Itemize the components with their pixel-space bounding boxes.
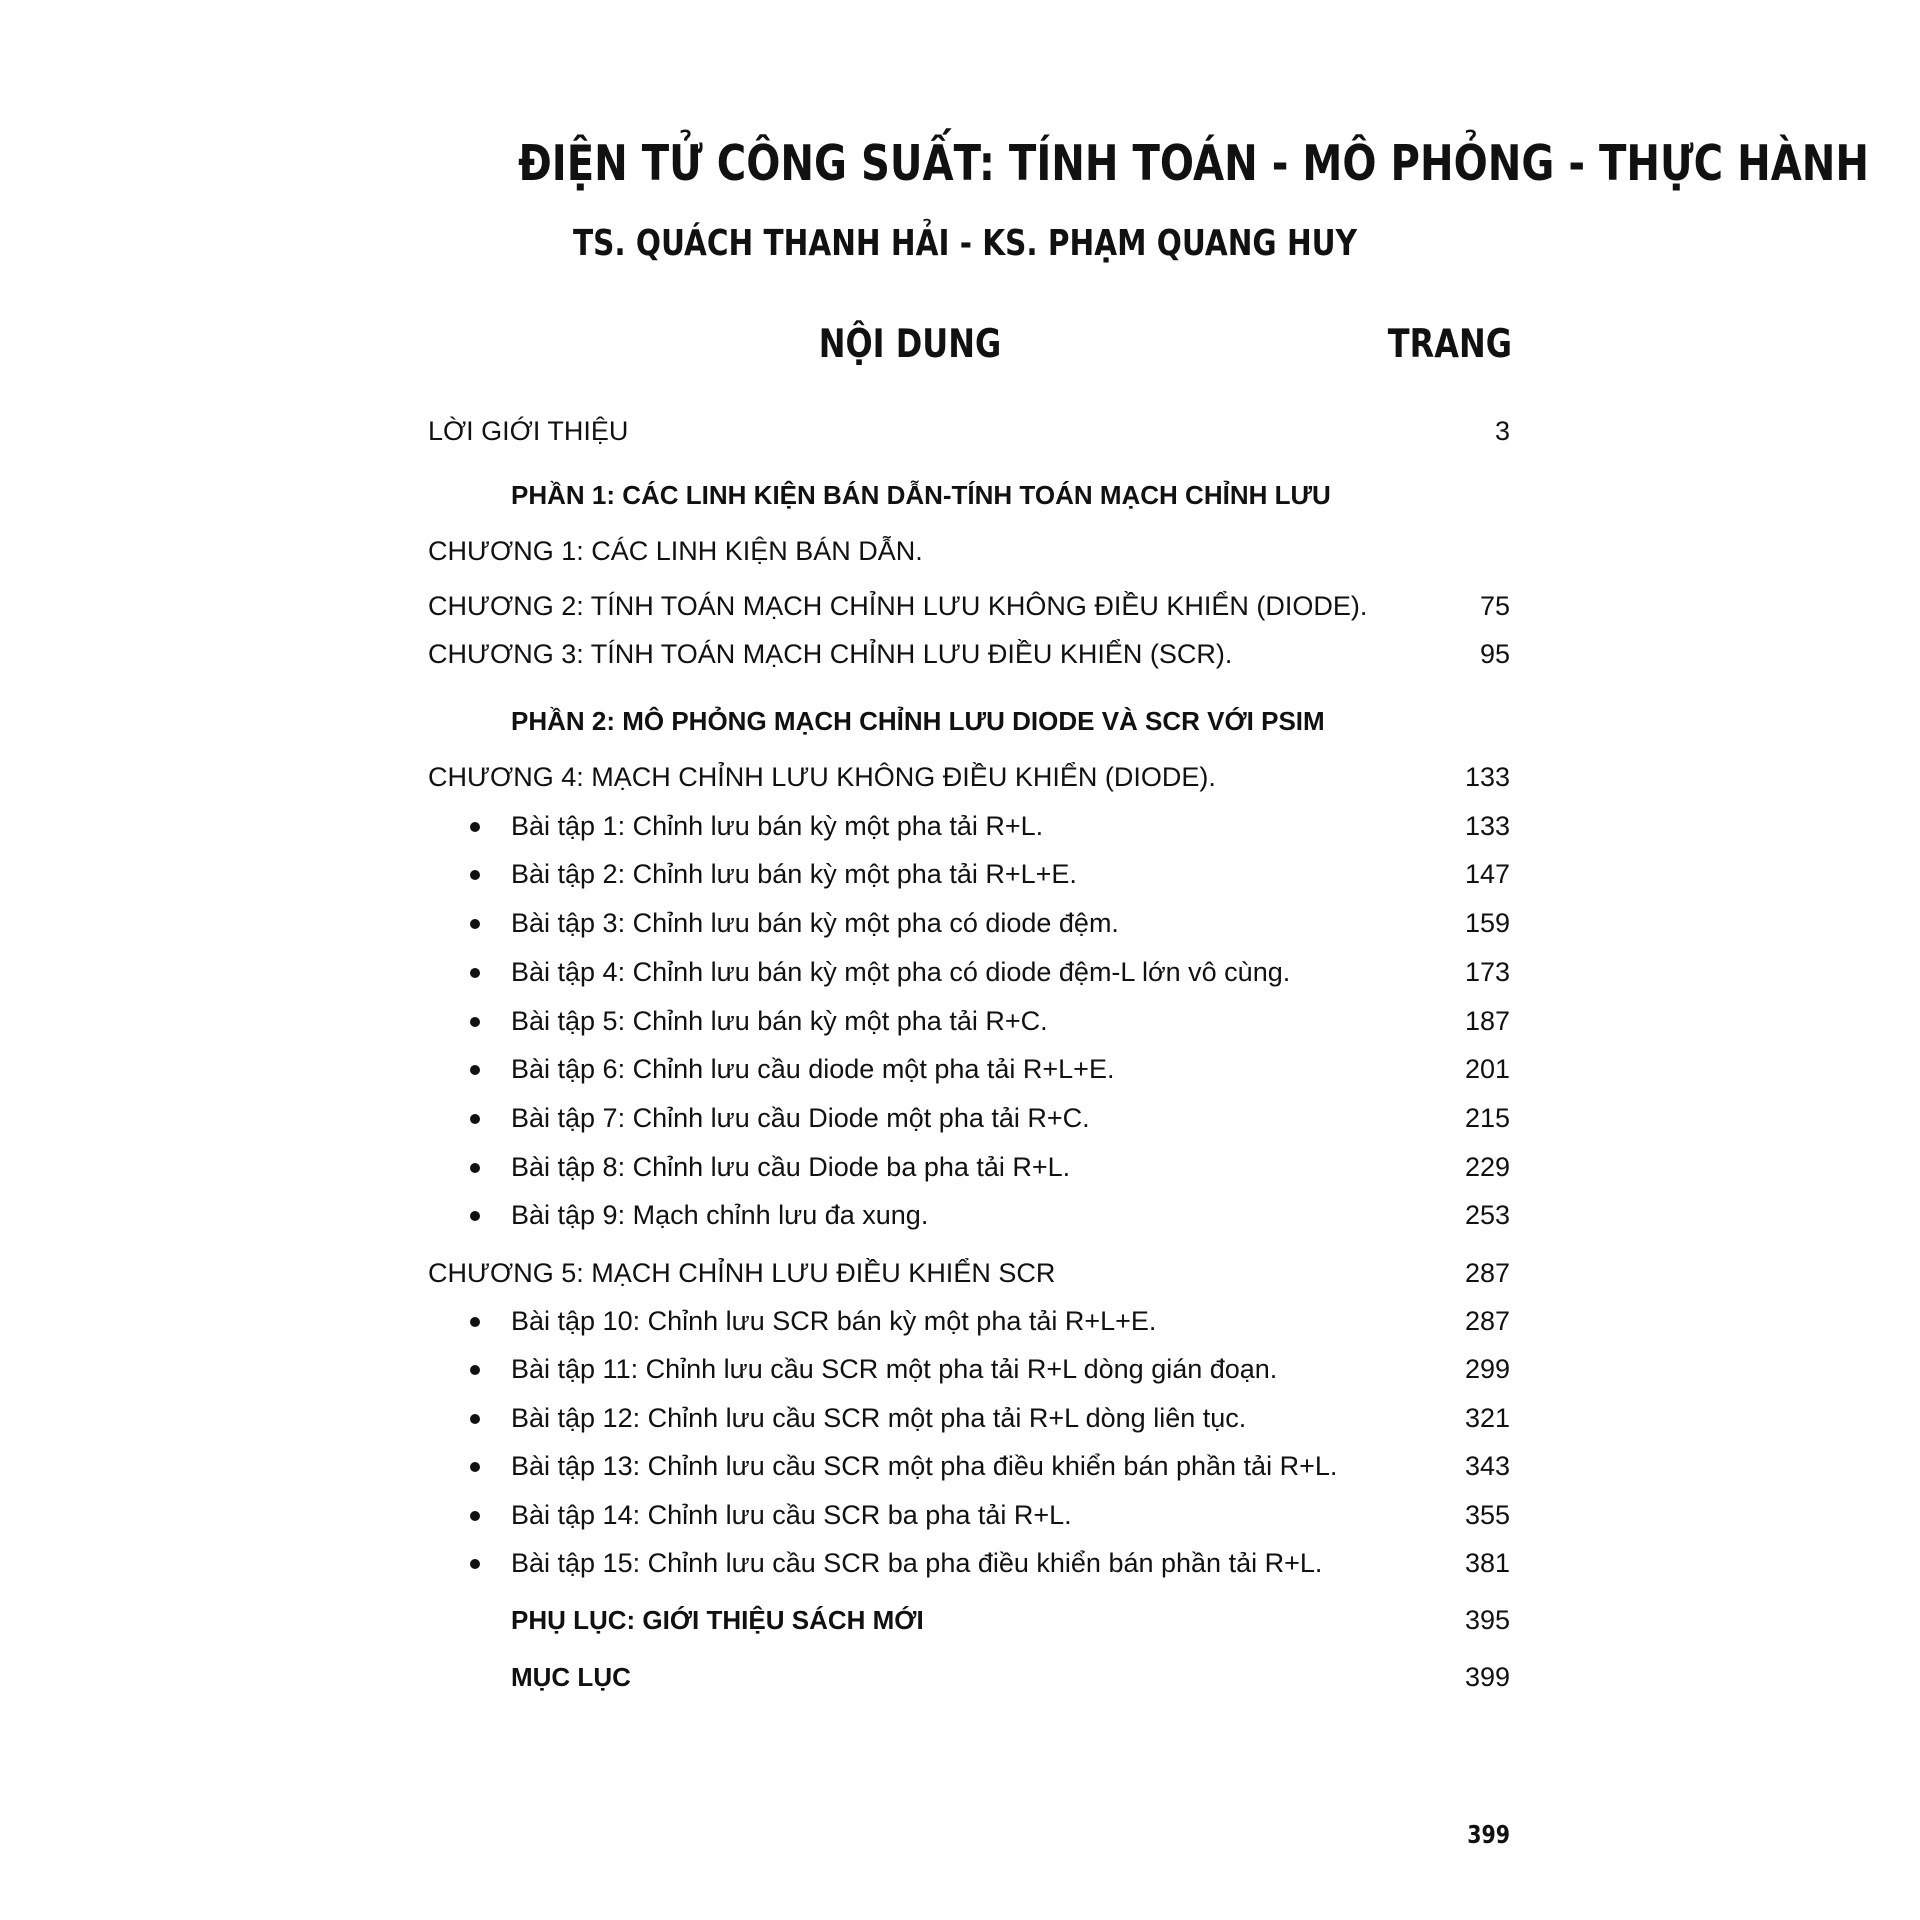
toc-entry-text: CHƯƠNG 1: CÁC LINH KIỆN BÁN DẪN. — [428, 536, 923, 566]
toc-exercise-item — [0, 902, 1920, 944]
toc-chapter-item — [0, 756, 1920, 798]
toc-entry-page: 395 — [1464, 1605, 1510, 1635]
toc-entry-page: 3 — [1494, 416, 1510, 446]
toc-entry-page: 133 — [1464, 811, 1510, 841]
toc-entry-text: Bài tập 9: Mạch chỉnh lưu đa xung. — [511, 1200, 929, 1230]
bullet-icon — [470, 870, 480, 880]
toc-entry-text: Bài tập 7: Chỉnh lưu cầu Diode một pha tải R+C. — [511, 1103, 1090, 1133]
toc-entry-text: Bài tập 15: Chỉnh lưu cầu SCR ba pha điều khiển bán phần tải R+L. — [511, 1548, 1323, 1578]
toc-entry-page: 187 — [1464, 1006, 1510, 1036]
toc-entry-text: Bài tập 11: Chỉnh lưu cầu SCR một pha tải R+L dòng gián đoạn. — [511, 1354, 1278, 1384]
bullet-icon — [470, 1017, 480, 1027]
bullet-icon — [470, 1559, 480, 1569]
toc-chapter-item — [0, 410, 1920, 452]
toc-exercise-item — [0, 1542, 1920, 1584]
toc-entry-text: MỤC LỤC — [511, 1662, 631, 1692]
toc-entry-text: Bài tập 8: Chỉnh lưu cầu Diode ba pha tải R+L. — [511, 1152, 1071, 1182]
toc-entry-page: 215 — [1464, 1103, 1510, 1133]
toc-entry-text: Bài tập 2: Chỉnh lưu bán kỳ một pha tải R+L+E. — [511, 859, 1077, 889]
toc-entry-page: 287 — [1464, 1258, 1510, 1288]
toc-entry-text: Bài tập 4: Chỉnh lưu bán kỳ một pha có diode đệm-L lớn vô cùng. — [511, 957, 1291, 987]
toc-exercise-item — [0, 1000, 1920, 1042]
toc-entry-text: CHƯƠNG 4: MẠCH CHỈNH LƯU KHÔNG ĐIỀU KHIỂN (DIODE). — [428, 762, 1216, 792]
toc-entry-text: CHƯƠNG 5: MẠCH CHỈNH LƯU ĐIỀU KHIỂN SCR — [428, 1258, 1056, 1288]
toc-entry-page: 201 — [1464, 1054, 1510, 1084]
toc-entry-text: Bài tập 12: Chỉnh lưu cầu SCR một pha tải R+L dòng liên tục. — [511, 1403, 1247, 1433]
toc-entry-text: Bài tập 3: Chỉnh lưu bán kỳ một pha có diode đệm. — [511, 908, 1119, 938]
toc-entry-page: 75 — [1479, 591, 1510, 621]
toc-section-heading — [0, 700, 1920, 742]
bullet-icon — [470, 1163, 480, 1173]
toc-exercise-item — [0, 1146, 1920, 1188]
toc-entry-text: Bài tập 6: Chỉnh lưu cầu diode một pha tải R+L+E. — [511, 1054, 1115, 1084]
toc-exercise-item — [0, 1048, 1920, 1090]
toc-chapter-item — [0, 530, 1920, 572]
toc-entry-page: 321 — [1464, 1403, 1510, 1433]
bullet-icon — [470, 919, 480, 929]
toc-entry-text: PHẦN 1: CÁC LINH KIỆN BÁN DẪN-TÍNH TOÁN MẠCH CHỈNH LƯU — [511, 480, 1331, 510]
toc-entry-text: Bài tập 14: Chỉnh lưu cầu SCR ba pha tải R+L. — [511, 1500, 1072, 1530]
toc-entry-text: Bài tập 13: Chỉnh lưu cầu SCR một pha điều khiển bán phần tải R+L. — [511, 1451, 1338, 1481]
toc-entry-page: 147 — [1464, 859, 1510, 889]
toc-exercise-item — [0, 1348, 1920, 1390]
toc-entry-page: 343 — [1464, 1451, 1510, 1481]
toc-entry-page: 173 — [1464, 957, 1510, 987]
toc-exercise-item — [0, 853, 1920, 895]
bullet-icon — [470, 1462, 480, 1472]
toc-chapter-item — [0, 1252, 1920, 1294]
toc-exercise-item — [0, 1397, 1920, 1439]
toc-entry-page: 287 — [1464, 1306, 1510, 1336]
bullet-icon — [470, 1511, 480, 1521]
authors-line: TS. QUÁCH THANH HẢI - KS. PHẠM QUANG HUY — [573, 223, 1357, 264]
toc-exercise-item — [0, 1445, 1920, 1487]
bullet-icon — [470, 1211, 480, 1221]
bullet-icon — [470, 1317, 480, 1327]
page-number: 399 — [1467, 1820, 1510, 1849]
toc-entry-page: 381 — [1464, 1548, 1510, 1578]
toc-entry-text: Bài tập 10: Chỉnh lưu SCR bán kỳ một pha tải R+L+E. — [511, 1306, 1157, 1336]
bullet-icon — [470, 822, 480, 832]
toc-section-heading — [0, 474, 1920, 516]
toc-entry-page: 133 — [1464, 762, 1510, 792]
bullet-icon — [470, 968, 480, 978]
toc-entry-page: 355 — [1464, 1500, 1510, 1530]
toc-exercise-item — [0, 1194, 1920, 1236]
toc-exercise-item — [0, 1300, 1920, 1342]
toc-entry-text: Bài tập 1: Chỉnh lưu bán kỳ một pha tải R+L. — [511, 811, 1044, 841]
toc-section-heading — [0, 1599, 1920, 1641]
toc-entry-text: PHỤ LỤC: GIỚI THIỆU SÁCH MỚI — [511, 1605, 924, 1635]
toc-entry-page: 229 — [1464, 1152, 1510, 1182]
toc-exercise-item — [0, 1097, 1920, 1139]
toc-chapter-item — [0, 633, 1920, 675]
toc-entry-page: 159 — [1464, 908, 1510, 938]
contents-heading: NỘI DUNG — [818, 322, 1002, 367]
bullet-icon — [470, 1365, 480, 1375]
toc-entry-text: CHƯƠNG 2: TÍNH TOÁN MẠCH CHỈNH LƯU KHÔNG ĐIỀU KHIỂN (DIODE). — [428, 591, 1368, 621]
bullet-icon — [470, 1114, 480, 1124]
toc-entry-page: 399 — [1464, 1662, 1510, 1692]
toc-chapter-item — [0, 585, 1920, 627]
toc-entry-text: CHƯƠNG 3: TÍNH TOÁN MẠCH CHỈNH LƯU ĐIỀU KHIỂN (SCR). — [428, 639, 1233, 669]
toc-entry-text: PHẦN 2: MÔ PHỎNG MẠCH CHỈNH LƯU DIODE VÀ SCR VỚI PSIM — [511, 706, 1325, 736]
toc-entry-text: LỜI GIỚI THIỆU — [428, 416, 629, 446]
toc-exercise-item — [0, 951, 1920, 993]
book-title: ĐIỆN TỬ CÔNG SUẤT: TÍNH TOÁN - MÔ PHỎNG - THỰC HÀNH — [518, 135, 1870, 192]
toc-entry-page: 95 — [1479, 639, 1510, 669]
toc-exercise-item — [0, 1494, 1920, 1536]
toc-entry-page: 253 — [1464, 1200, 1510, 1230]
toc-entry-text: Bài tập 5: Chỉnh lưu bán kỳ một pha tải R+C. — [511, 1006, 1048, 1036]
toc-exercise-item — [0, 805, 1920, 847]
page-column-heading: TRANG — [1387, 322, 1512, 367]
toc-section-heading — [0, 1656, 1920, 1698]
bullet-icon — [470, 1414, 480, 1424]
toc-entry-page: 299 — [1464, 1354, 1510, 1384]
bullet-icon — [470, 1065, 480, 1075]
